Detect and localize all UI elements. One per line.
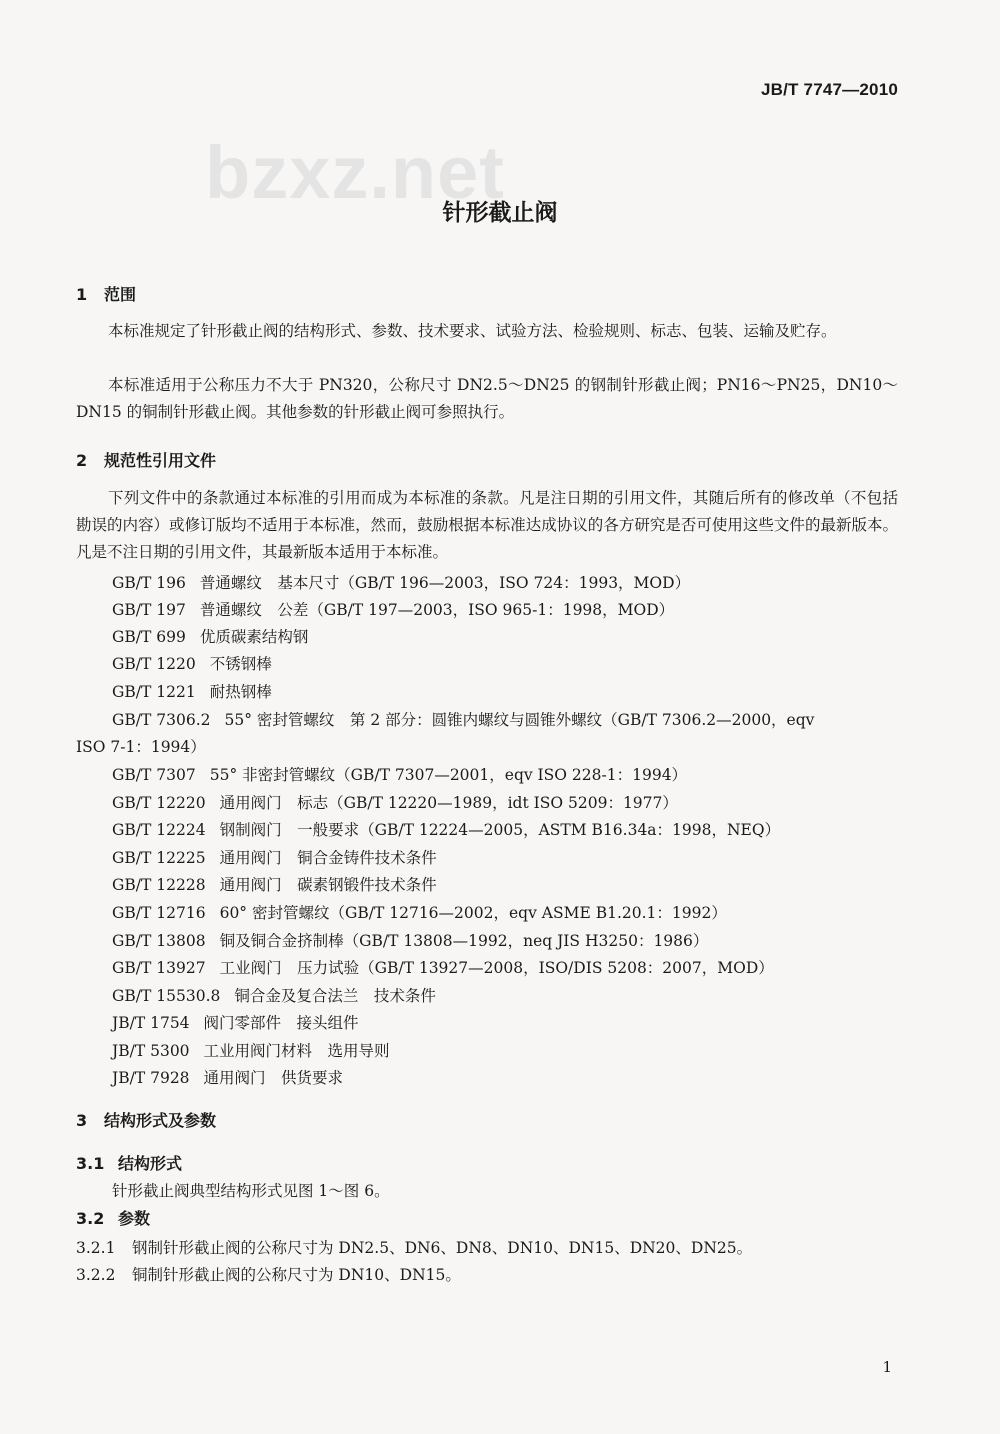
reference-item bbox=[112, 763, 687, 785]
reference-title: 通用阀门 标志（GB/T 12220—1989，idt ISO 5209：1977） bbox=[219, 794, 678, 812]
reference-title: 普通螺纹 公差（GB/T 197—2003，ISO 965-1：1998，MOD） bbox=[199, 601, 675, 619]
section-2-intro: 下列文件中的条款通过本标准的引用而成为本标准的条款。凡是注日期的引用文件，其随后所有的修改单（不包括勘误的内容）或修订版均不适用于本标准，然而，鼓励根据本标准达成协议的各方研究是否可使用这些文件的最新版本。凡是不注日期的引用文件，其最新版本适用于本标准。 bbox=[76, 489, 898, 561]
reference-code: GB/T 1221 bbox=[112, 683, 196, 701]
reference-code: GB/T 13808 bbox=[112, 932, 206, 950]
reference-code: GB/T 12225 bbox=[112, 849, 206, 867]
reference-item bbox=[112, 929, 708, 951]
reference-code: GB/T 699 bbox=[112, 628, 186, 646]
subsection-title: 参数 bbox=[118, 1209, 151, 1228]
reference-code: GB/T 7307 bbox=[112, 766, 196, 784]
subsection-3-2-heading bbox=[76, 1206, 898, 1229]
section-number: 3 bbox=[76, 1111, 88, 1130]
subsection-3-1-text: 针形截止阀典型结构形式见图 1～图 6。 bbox=[112, 1182, 390, 1200]
reference-code: JB/T 7928 bbox=[112, 1069, 190, 1087]
section-number: 1 bbox=[76, 285, 88, 304]
reference-code: GB/T 196 bbox=[112, 574, 186, 592]
reference-code: GB/T 197 bbox=[112, 601, 186, 619]
reference-item bbox=[112, 873, 437, 895]
reference-code: GB/T 12224 bbox=[112, 821, 206, 839]
section-1-heading bbox=[76, 282, 898, 305]
reference-item bbox=[112, 1066, 343, 1088]
reference-title: 不锈钢棒 bbox=[209, 655, 272, 673]
section-3-heading bbox=[76, 1108, 898, 1131]
clause-3-2-1 bbox=[76, 1236, 752, 1258]
clause-3-2-2 bbox=[76, 1263, 461, 1285]
section-1-paragraph-1: 本标准规定了针形截止阀的结构形式、参数、技术要求、试验方法、检验规则、标志、包装、运输及贮存。 bbox=[108, 322, 837, 340]
section-title: 范围 bbox=[104, 285, 137, 304]
reference-title: 阀门零部件 接头组件 bbox=[203, 1014, 359, 1032]
reference-title: 55° 非密封管螺纹（GB/T 7307—2001，eqv ISO 228-1：1994） bbox=[209, 766, 688, 784]
reference-item bbox=[112, 901, 727, 923]
reference-title: 普通螺纹 基本尺寸（GB/T 196—2003，ISO 724：1993，MOD） bbox=[199, 574, 691, 592]
document-title: 针形截止阀 bbox=[442, 200, 558, 226]
reference-title: 耐热钢棒 bbox=[209, 683, 272, 701]
reference-title: 通用阀门 铜合金铸件技术条件 bbox=[219, 849, 437, 867]
reference-title: 铜合金及复合法兰 技术条件 bbox=[234, 987, 436, 1005]
reference-item bbox=[112, 984, 436, 1006]
reference-title: 工业用阀门材料 选用导则 bbox=[203, 1042, 390, 1060]
reference-title: 钢制阀门 一般要求（GB/T 12224—2005，ASTM B16.34a：1998，NEQ） bbox=[219, 821, 781, 839]
reference-item bbox=[112, 571, 690, 593]
section-number: 2 bbox=[76, 451, 88, 470]
section-2-heading bbox=[76, 448, 898, 471]
reference-code: GB/T 15530.8 bbox=[112, 987, 221, 1005]
section-title: 规范性引用文件 bbox=[104, 451, 217, 470]
reference-title: 铜及铜合金挤制棒（GB/T 13808—1992，neq JIS H3250：1986） bbox=[219, 932, 709, 950]
section-1-paragraph-2: 本标准适用于公称压力不大于 PN320，公称尺寸 DN2.5～DN25 的钢制针形截止阀；PN16～PN25，DN10～DN15 的铜制针形截止阀。其他参数的针形截止阀可参照执行。 bbox=[76, 376, 898, 421]
clause-number: 3.2.2 bbox=[76, 1266, 116, 1284]
reference-code: GB/T 7306.2 bbox=[112, 711, 211, 729]
watermark: bzxz.net bbox=[205, 131, 505, 214]
reference-code: JB/T 5300 bbox=[112, 1042, 190, 1060]
reference-item bbox=[112, 1011, 359, 1033]
standard-number: JB/T 7747—2010 bbox=[761, 80, 898, 99]
reference-item bbox=[112, 1039, 390, 1061]
subsection-title: 结构形式 bbox=[118, 1154, 183, 1173]
clause-text: 铜制针形截止阀的公称尺寸为 DN10、DN15。 bbox=[132, 1266, 461, 1284]
reference-code: GB/T 13927 bbox=[112, 959, 206, 977]
reference-item bbox=[112, 956, 774, 978]
reference-title: 优质碳素结构钢 bbox=[199, 628, 309, 646]
section-title: 结构形式及参数 bbox=[104, 1111, 217, 1130]
subsection-number: 3.1 bbox=[76, 1154, 105, 1173]
reference-item bbox=[112, 818, 780, 840]
reference-continuation: ISO 7-1：1994） bbox=[76, 738, 206, 756]
reference-item bbox=[112, 708, 814, 730]
reference-title: 60° 密封管螺纹（GB/T 12716—2002，eqv ASME B1.20.1：1992） bbox=[219, 904, 727, 922]
subsection-number: 3.2 bbox=[76, 1209, 105, 1228]
reference-code: GB/T 12220 bbox=[112, 794, 206, 812]
reference-item bbox=[112, 846, 437, 868]
page-number: 1 bbox=[882, 1358, 892, 1376]
reference-item bbox=[112, 791, 678, 813]
clause-number: 3.2.1 bbox=[76, 1239, 116, 1257]
clause-text: 钢制针形截止阀的公称尺寸为 DN2.5、DN6、DN8、DN10、DN15、DN20、DN25。 bbox=[132, 1239, 753, 1257]
reference-title: 工业阀门 压力试验（GB/T 13927—2008，ISO/DIS 5208：2007，MOD） bbox=[219, 959, 774, 977]
reference-code: GB/T 12716 bbox=[112, 904, 206, 922]
reference-code: JB/T 1754 bbox=[112, 1014, 190, 1032]
reference-item bbox=[112, 625, 308, 647]
reference-title: 55° 密封管螺纹 第 2 部分：圆锥内螺纹与圆锥外螺纹（GB/T 7306.2—2000，eqv bbox=[224, 711, 815, 729]
reference-title: 通用阀门 供货要求 bbox=[203, 1069, 344, 1087]
reference-item bbox=[112, 680, 272, 702]
subsection-3-1-heading bbox=[76, 1151, 898, 1174]
reference-title: 通用阀门 碳素钢锻件技术条件 bbox=[219, 876, 437, 894]
reference-item bbox=[112, 652, 272, 674]
reference-code: GB/T 12228 bbox=[112, 876, 206, 894]
reference-item bbox=[112, 598, 674, 620]
reference-code: GB/T 1220 bbox=[112, 655, 196, 673]
